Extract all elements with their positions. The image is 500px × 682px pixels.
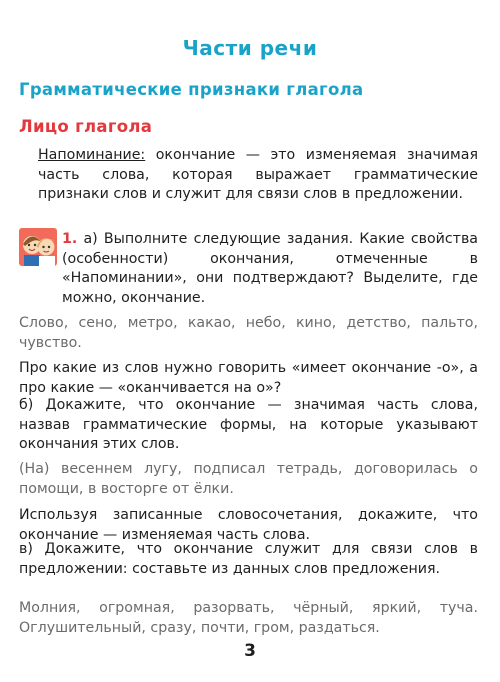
exercise-task-c: в) Докажите, что окончание служит для связи слов в предложении: составьте из данных слов предложения. bbox=[19, 541, 478, 577]
exercise-task-b: б) Докажите, что окончание — значимая часть слова, назвав грамматические формы, на которые указывают окончания этих слов. bbox=[19, 397, 478, 453]
reminder-paragraph bbox=[38, 146, 478, 205]
word-list-b: (На) весеннем лугу, подписал тетрадь, договорилась о помощи, в восторге от ёлки. bbox=[19, 461, 478, 497]
page-number: 3 bbox=[244, 641, 256, 661]
reminder-text: окончание — это изменяемая значимая часть слова, которая выражает грамматические признаки слов и служит для связи слов в предложении. bbox=[38, 147, 478, 203]
exercise-task-a bbox=[62, 230, 478, 308]
subtopic-title: Лицо глагола bbox=[19, 117, 153, 136]
topic-title: Грамматические признаки глагола bbox=[19, 80, 364, 99]
section-title: Части речи bbox=[182, 36, 318, 60]
reminder-label: Напоминание: bbox=[38, 147, 146, 163]
children-pair-icon bbox=[19, 228, 57, 266]
question-a: Про какие из слов нужно говорить «имеет окончание -о», а про какие — «оканчивается на о»? bbox=[19, 360, 478, 396]
word-list-a: Слово, сено, метро, какао, небо, кино, детство, пальто, чувство. bbox=[19, 315, 478, 351]
word-list-c: Молния, огромная, разорвать, чёрный, яркий, туча. Оглушительный, сразу, почти, гром, раздаться. bbox=[19, 600, 478, 636]
instruction-b: Используя записанные словосочетания, докажите, что окончание — изменяемая часть слова. bbox=[19, 507, 478, 543]
task-a-text: а) Выполните следующие задания. Какие свойства (особенности) окончания, отмеченные в «Напоминании», они подтверждают? Выделите, где можно, окончание. bbox=[62, 231, 478, 306]
exercise-number: 1. bbox=[62, 231, 78, 247]
